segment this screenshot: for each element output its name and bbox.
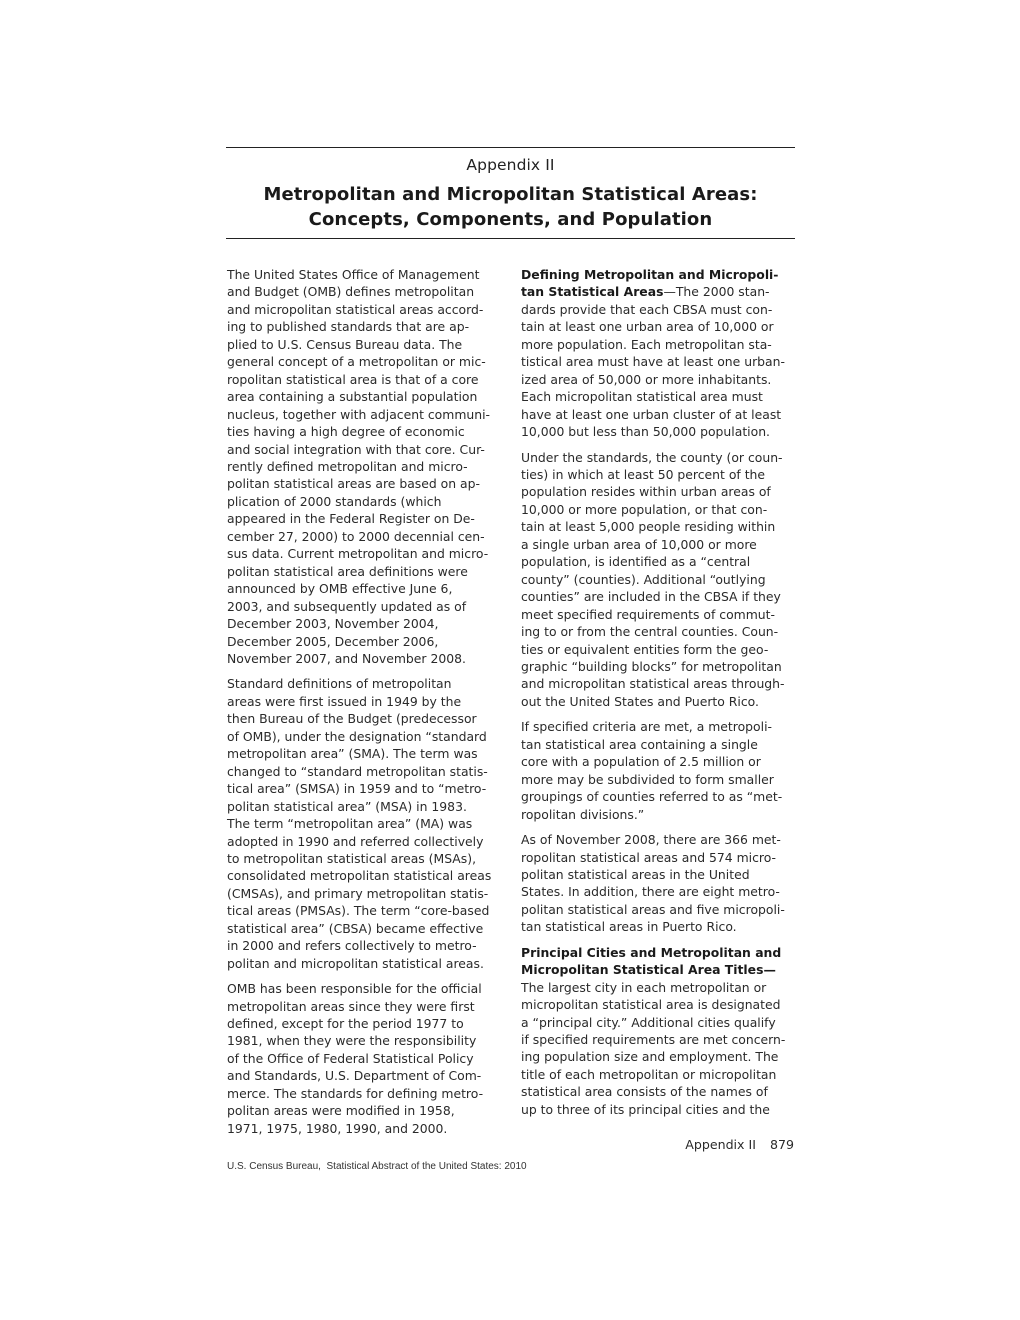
text-line: 1981, when they were the responsibility bbox=[227, 1033, 477, 1049]
text-line: politan statistical areas in the United bbox=[521, 866, 750, 882]
text-line: December 2005, December 2006, bbox=[227, 633, 439, 649]
paragraph-responsibility bbox=[227, 980, 519, 1137]
text-line: Each micropolitan statistical area must bbox=[521, 389, 763, 405]
text-line: counties” are included in the CBSA if they bbox=[521, 589, 781, 605]
section-heading-defining: Defining Metropolitan and Micropoli- bbox=[521, 267, 779, 282]
text-line: ing to published standards that are ap- bbox=[227, 319, 470, 335]
text-line: changed to “standard metropolitan statis- bbox=[227, 763, 488, 779]
section-heading-defining-bold: tan Statistical Areas bbox=[521, 284, 664, 300]
text-line: politan statistical areas are based on ap- bbox=[227, 476, 480, 492]
paragraph-metropolitan-divisions bbox=[521, 718, 813, 823]
text-line: 1971, 1975, 1980, 1990, and 2000. bbox=[227, 1120, 448, 1136]
title-line-1: Metropolitan and Micropolitan Statistical Areas: bbox=[263, 184, 758, 205]
text-line: ties) in which at least 50 percent of the bbox=[521, 466, 766, 482]
header-bottom-rule bbox=[226, 238, 795, 239]
text-line: The largest city in each metropolitan or bbox=[521, 979, 767, 995]
text-line: tical areas (PMSAs). The term “core-based bbox=[227, 903, 490, 919]
text-line: 2003, and subsequently updated as of bbox=[227, 598, 467, 614]
text-line: and micropolitan statistical areas accord- bbox=[227, 301, 484, 317]
footer-section-label: Appendix II bbox=[685, 1137, 756, 1152]
text-line: to metropolitan statistical areas (MSAs), bbox=[227, 850, 477, 866]
footer-source-citation: U.S. Census Bureau, Statistical Abstract of the United States: 2010 bbox=[227, 1161, 527, 1172]
text-line: November 2007, and November 2008. bbox=[227, 650, 466, 666]
page-number: 879 bbox=[769, 1137, 794, 1152]
text-line: population, is identified as a “central bbox=[521, 554, 751, 570]
text-line: defined, except for the period 1977 to bbox=[227, 1016, 464, 1032]
text-line: politan statistical areas and five micropoli- bbox=[521, 901, 785, 917]
text-line: micropolitan statistical area is designated bbox=[521, 997, 781, 1013]
text-line: States. In addition, there are eight metro- bbox=[521, 884, 780, 900]
text-line: appeared in the Federal Register on De- bbox=[227, 511, 475, 527]
section-heading-defining-line2 bbox=[521, 283, 813, 300]
text-line: metropolitan area” (SMA). The term was bbox=[227, 746, 478, 762]
text-line: The United States Office of Management bbox=[227, 267, 480, 282]
section-heading-principal-cities: Principal Cities and Metropolitan and bbox=[521, 944, 782, 960]
text-line: ropolitan statistical area is that of a core bbox=[227, 371, 479, 387]
text-line: in 2000 and refers collectively to metro- bbox=[227, 938, 477, 954]
text-line: As of November 2008, there are 366 met- bbox=[521, 832, 781, 848]
text-line: consolidated metropolitan statistical areas bbox=[227, 868, 492, 884]
left-column bbox=[227, 266, 519, 1145]
text-line: more population. Each metropolitan sta- bbox=[521, 336, 772, 352]
text-line: tain at least 5,000 people residing within bbox=[521, 519, 776, 535]
text-line: ing population size and employment. The bbox=[521, 1049, 779, 1065]
text-line: population resides within urban areas of bbox=[521, 484, 771, 500]
text-line: ties having a high degree of economic bbox=[227, 424, 465, 440]
text-line: politan and micropolitan statistical areas. bbox=[227, 955, 484, 971]
text-line: ropolitan divisions.” bbox=[521, 806, 645, 822]
text-line: graphic “building blocks” for metropolitan bbox=[521, 658, 782, 674]
text-line: then Bureau of the Budget (predecessor bbox=[227, 711, 477, 727]
text-line: ropolitan statistical areas and 574 micro- bbox=[521, 849, 777, 865]
text-line: metropolitan areas since they were first bbox=[227, 998, 475, 1014]
text-line: rently defined metropolitan and micro- bbox=[227, 458, 468, 474]
text-line: nucleus, together with adjacent communi- bbox=[227, 406, 491, 422]
text-line: 10,000 or more population, or that con- bbox=[521, 501, 768, 517]
text-line: ing to or from the central counties. Coun- bbox=[521, 624, 779, 640]
text-line: have at least one urban cluster of at least bbox=[521, 406, 782, 422]
text-line: plication of 2000 standards (which bbox=[227, 493, 442, 509]
text-line: dards provide that each CBSA must con- bbox=[521, 301, 773, 317]
text-line: merce. The standards for defining metro- bbox=[227, 1085, 484, 1101]
text-line: and micropolitan statistical areas through- bbox=[521, 676, 785, 692]
text-line: more may be subdivided to form smaller bbox=[521, 771, 774, 787]
text-line: December 2003, November 2004, bbox=[227, 616, 439, 632]
text-line: tan statistical areas in Puerto Rico. bbox=[521, 919, 737, 935]
text-line: tical area” (SMSA) in 1959 and to “metro- bbox=[227, 781, 487, 797]
paragraph-area-counts bbox=[521, 831, 813, 936]
section-heading-defining-rest: —The 2000 stan- bbox=[663, 284, 770, 300]
header-top-rule bbox=[226, 147, 795, 148]
text-line: of the Office of Federal Statistical Policy bbox=[227, 1050, 474, 1066]
text-line: meet specified requirements of commut- bbox=[521, 606, 775, 622]
text-line: areas were first issued in 1949 by the bbox=[227, 693, 462, 709]
section-heading-principal-cities-line2: Micropolitan Statistical Area Titles— bbox=[521, 962, 776, 978]
text-line: (CMSAs), and primary metropolitan statis- bbox=[227, 885, 489, 901]
text-line: title of each metropolitan or micropolitan bbox=[521, 1066, 777, 1082]
text-line: statistical area consists of the names of bbox=[521, 1084, 768, 1100]
text-line: and Budget (OMB) defines metropolitan bbox=[227, 284, 475, 300]
page-title bbox=[226, 182, 795, 232]
text-line: If specified criteria are met, a metropoli- bbox=[521, 719, 772, 735]
paragraph-history bbox=[227, 675, 519, 972]
text-line: statistical area” (CBSA) became effective bbox=[227, 920, 484, 936]
text-line: Standard definitions of metropolitan bbox=[227, 676, 452, 692]
appendix-label: Appendix II bbox=[466, 156, 555, 174]
text-line: politan areas were modified in 1958, bbox=[227, 1103, 455, 1119]
text-line: of OMB), under the designation “standard bbox=[227, 728, 487, 744]
footer-page-label bbox=[685, 1137, 794, 1152]
text-line: general concept of a metropolitan or mic- bbox=[227, 354, 486, 370]
text-line: and social integration with that core. Cur- bbox=[227, 441, 485, 457]
text-line: core with a population of 2.5 million or bbox=[521, 754, 761, 770]
text-line: up to three of its principal cities and the bbox=[521, 1101, 770, 1117]
title-line-2: Concepts, Components, and Population bbox=[308, 209, 713, 230]
section-principal-cities bbox=[521, 944, 813, 1119]
right-column bbox=[521, 266, 813, 1126]
text-line: a “principal city.” Additional cities qualify bbox=[521, 1014, 776, 1030]
text-line: tain at least one urban area of 10,000 or bbox=[521, 319, 774, 335]
text-line: area containing a substantial population bbox=[227, 389, 478, 405]
text-line: tistical area must have at least one urban- bbox=[521, 354, 785, 370]
text-line: plied to U.S. Census Bureau data. The bbox=[227, 336, 463, 352]
text-line: ties or equivalent entities form the geo- bbox=[521, 641, 769, 657]
text-line: and Standards, U.S. Department of Com- bbox=[227, 1068, 482, 1084]
text-line: a single urban area of 10,000 or more bbox=[521, 536, 757, 552]
text-line: if specified requirements are met concern- bbox=[521, 1032, 786, 1048]
text-line: 10,000 but less than 50,000 population. bbox=[521, 424, 770, 440]
text-line: The term “metropolitan area” (MA) was bbox=[227, 816, 473, 832]
section-defining-areas bbox=[521, 266, 813, 441]
text-line: Under the standards, the county (or coun- bbox=[521, 449, 783, 465]
text-line: out the United States and Puerto Rico. bbox=[521, 693, 759, 709]
paragraph-central-county bbox=[521, 449, 813, 711]
text-line: sus data. Current metropolitan and micro- bbox=[227, 546, 489, 562]
text-line: politan statistical area definitions were bbox=[227, 563, 468, 579]
text-line: announced by OMB effective June 6, bbox=[227, 581, 453, 597]
text-line: adopted in 1990 and referred collectively bbox=[227, 833, 484, 849]
text-line: tan statistical area containing a single bbox=[521, 736, 758, 752]
text-line: cember 27, 2000) to 2000 decennial cen- bbox=[227, 528, 485, 544]
text-line: ized area of 50,000 or more inhabitants. bbox=[521, 371, 772, 387]
paragraph-omb-definition bbox=[227, 266, 519, 667]
text-line: county” (counties). Additional “outlying bbox=[521, 571, 766, 587]
text-line: OMB has been responsible for the official bbox=[227, 981, 482, 997]
text-line: politan statistical area” (MSA) in 1983. bbox=[227, 798, 467, 814]
text-line: groupings of counties referred to as “met- bbox=[521, 789, 783, 805]
